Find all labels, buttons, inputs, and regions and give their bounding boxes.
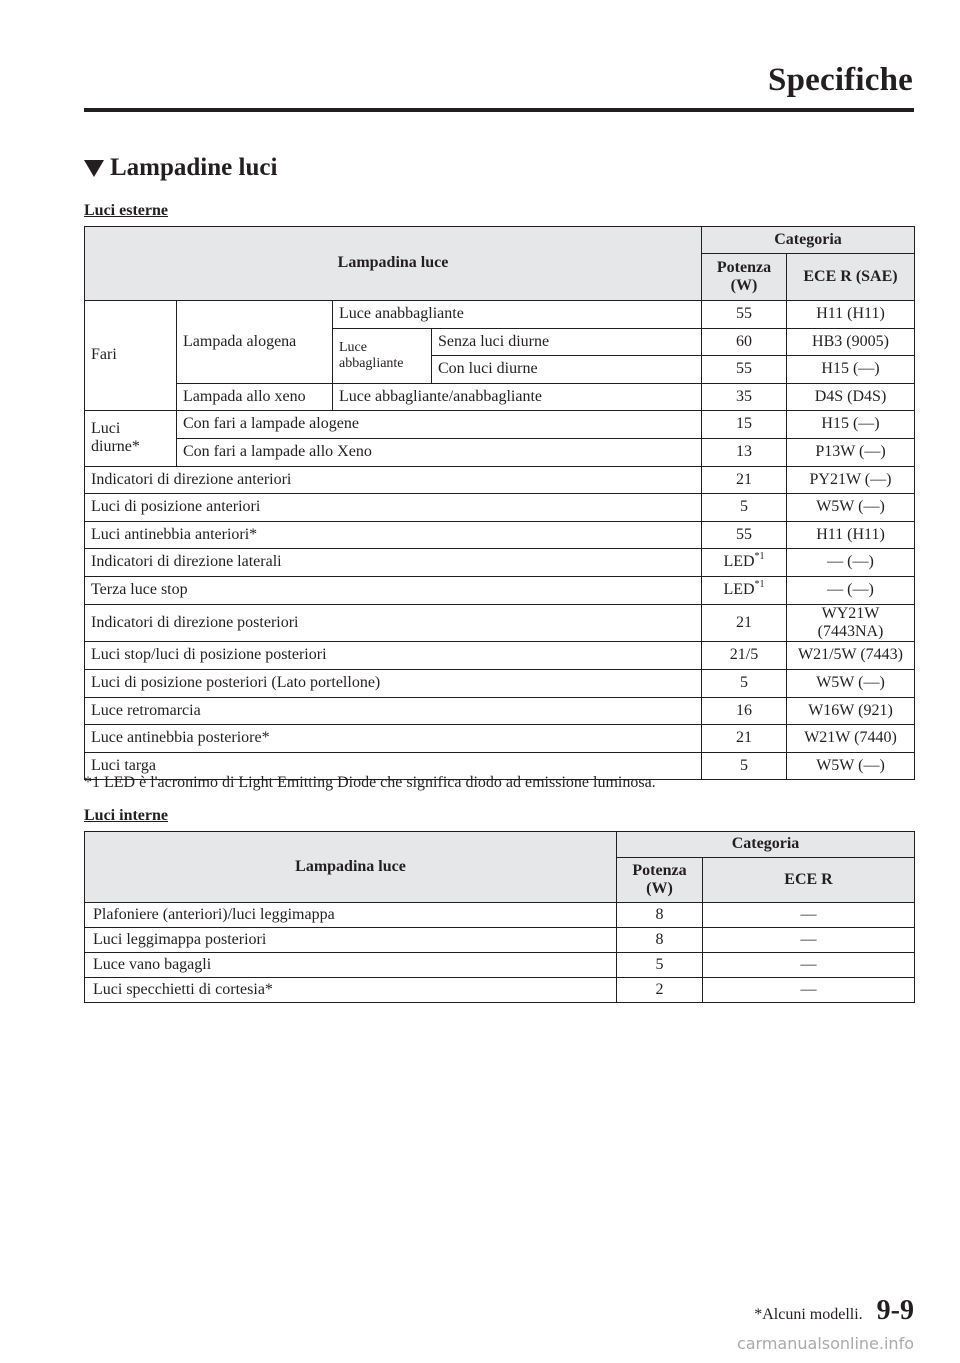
page-footer	[754, 1295, 914, 1327]
drl-label: Luci diurne*	[85, 411, 177, 466]
xenon-beam-label: Luce abbagliante/anabbagliante	[333, 383, 702, 411]
with-drl-label: Con luci diurne	[432, 356, 702, 384]
interior-heading: Luci interne	[84, 807, 168, 824]
table-row	[85, 301, 915, 329]
ece-cell: HB3 (9005)	[787, 328, 915, 356]
low-beam-label: Luce anabbagliante	[333, 301, 702, 329]
halogen-label: Lampada alogena	[177, 301, 333, 384]
power-cell: 60	[702, 328, 787, 356]
table-row	[85, 903, 915, 928]
power-cell: 13	[702, 438, 787, 466]
interior-lights-table	[84, 831, 915, 1003]
power-cell: 2	[617, 978, 703, 1003]
table-row	[85, 725, 915, 753]
ece-cell: —	[703, 903, 915, 928]
section-title	[84, 154, 277, 182]
row-label: Indicatori di direzione posteriori	[85, 604, 702, 642]
col-header-bulb: Lampadina luce	[85, 227, 702, 301]
ece-cell: W5W (—)	[787, 752, 915, 780]
power-cell: 5	[702, 494, 787, 522]
footnote-ref: *1	[754, 579, 765, 591]
power-cell: 15	[702, 411, 787, 439]
col-header-ece: ECE R	[703, 858, 915, 903]
footnote-ref: *1	[754, 551, 765, 563]
drl-xenon-label: Con fari a lampade allo Xeno	[177, 438, 702, 466]
power-value: LED	[723, 581, 755, 599]
row-label: Luce retromarcia	[85, 697, 702, 725]
power-cell: 55	[702, 301, 787, 329]
col-header-power: Potenza (W)	[617, 858, 703, 903]
ece-cell: H11 (H11)	[787, 301, 915, 329]
row-label: Luci targa	[85, 752, 702, 780]
table-row	[85, 438, 915, 466]
table-row	[85, 549, 915, 577]
power-cell: 5	[617, 953, 703, 978]
headlights-label: Fari	[85, 301, 177, 411]
row-label: Luci specchietti di cortesia*	[85, 978, 617, 1003]
footnote: *1 LED è l'acronimo di Light Emitting Diode che significa diodo ad emissione luminosa.	[84, 774, 656, 791]
table-row	[85, 383, 915, 411]
power-cell: 21/5	[702, 642, 787, 670]
ece-cell: —	[703, 978, 915, 1003]
row-label: Luce antinebbia posteriore*	[85, 725, 702, 753]
table-row	[85, 466, 915, 494]
power-cell: 8	[617, 928, 703, 953]
ece-cell: —	[703, 953, 915, 978]
power-cell: 21	[702, 466, 787, 494]
page-number: 9-9	[876, 1295, 914, 1326]
col-header-bulb: Lampadina luce	[85, 832, 617, 903]
ece-cell: D4S (D4S)	[787, 383, 915, 411]
row-label: Luci antinebbia anteriori*	[85, 521, 702, 549]
ece-cell: —	[703, 928, 915, 953]
section-title-text: Lampadine luci	[110, 154, 278, 181]
row-label: Terza luce stop	[85, 576, 702, 604]
page-header-title: Specifiche	[768, 62, 913, 98]
table-row	[85, 669, 915, 697]
power-cell: 21	[702, 604, 787, 642]
power-cell: 55	[702, 356, 787, 384]
drl-halogen-label: Con fari a lampade alogene	[177, 411, 702, 439]
row-label: Luci di posizione anteriori	[85, 494, 702, 522]
ece-cell: W5W (—)	[787, 494, 915, 522]
table-row	[85, 928, 915, 953]
ece-cell: H15 (—)	[787, 411, 915, 439]
table-row	[85, 576, 915, 604]
table-row	[85, 521, 915, 549]
ece-cell: — (—)	[787, 576, 915, 604]
table-row	[85, 411, 915, 439]
row-label: Luci leggimappa posteriori	[85, 928, 617, 953]
ece-cell: W16W (921)	[787, 697, 915, 725]
table-row	[85, 642, 915, 670]
power-value: LED	[723, 553, 755, 571]
power-cell	[702, 549, 787, 577]
ece-cell: W21W (7440)	[787, 725, 915, 753]
triangle-down-icon	[84, 160, 104, 177]
table-row	[85, 697, 915, 725]
table-header-row	[85, 227, 915, 254]
high-beam-label: Luce abbagliante	[333, 328, 432, 383]
exterior-heading: Luci esterne	[84, 202, 168, 219]
row-label: Indicatori di direzione anteriori	[85, 466, 702, 494]
exterior-lights-table	[84, 226, 915, 780]
table-header-row	[85, 832, 915, 858]
ece-cell: PY21W (—)	[787, 466, 915, 494]
power-cell: 55	[702, 521, 787, 549]
watermark: carmanualsonline.info	[736, 1334, 914, 1353]
table-row	[85, 953, 915, 978]
power-cell: 35	[702, 383, 787, 411]
power-cell: 16	[702, 697, 787, 725]
table-row	[85, 604, 915, 642]
power-cell: 5	[702, 752, 787, 780]
ece-cell: H15 (—)	[787, 356, 915, 384]
ece-cell: WY21W (7443NA)	[787, 604, 915, 642]
power-cell: 21	[702, 725, 787, 753]
ece-cell: W5W (—)	[787, 669, 915, 697]
ece-cell: P13W (—)	[787, 438, 915, 466]
power-cell	[702, 576, 787, 604]
table-row	[85, 494, 915, 522]
ece-cell: W21/5W (7443)	[787, 642, 915, 670]
header-rule	[84, 108, 914, 112]
ece-cell: H11 (H11)	[787, 521, 915, 549]
col-header-category: Categoria	[702, 227, 915, 254]
row-label: Luci di posizione posteriori (Lato portellone)	[85, 669, 702, 697]
ece-cell: — (—)	[787, 549, 915, 577]
no-drl-label: Senza luci diurne	[432, 328, 702, 356]
row-label: Luci stop/luci di posizione posteriori	[85, 642, 702, 670]
col-header-ece: ECE R (SAE)	[787, 254, 915, 301]
row-label: Indicatori di direzione laterali	[85, 549, 702, 577]
col-header-category: Categoria	[617, 832, 915, 858]
xenon-label: Lampada allo xeno	[177, 383, 333, 411]
power-cell: 8	[617, 903, 703, 928]
footer-note: *Alcuni modelli.	[754, 1306, 863, 1323]
col-header-power: Potenza (W)	[702, 254, 787, 301]
table-row	[85, 978, 915, 1003]
row-label: Luce vano bagagli	[85, 953, 617, 978]
power-cell: 5	[702, 669, 787, 697]
row-label: Plafoniere (anteriori)/luci leggimappa	[85, 903, 617, 928]
